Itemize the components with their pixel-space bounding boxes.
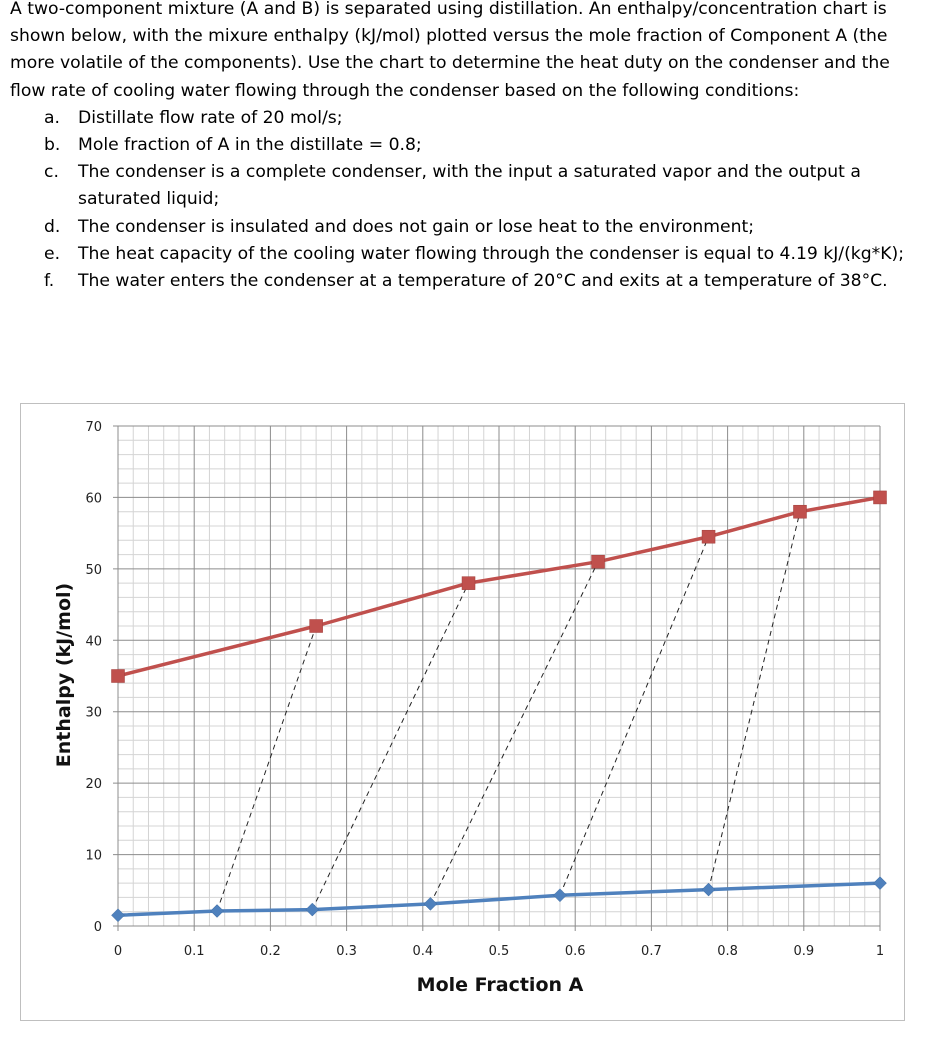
y-tick-label: 60	[85, 491, 102, 507]
condition-marker: d.	[44, 216, 61, 237]
liquid-point	[306, 903, 319, 916]
vapor-point	[793, 505, 806, 518]
y-tick-label: 30	[85, 705, 102, 721]
tie-line	[560, 537, 709, 896]
vapor-point	[310, 620, 323, 633]
x-tick-label: 0.4	[412, 944, 434, 959]
tick-labels	[85, 420, 884, 959]
condition-marker: c.	[44, 162, 59, 183]
x-tick-label: 0.2	[260, 944, 281, 959]
condition-text: The condenser is insulated and does not gain or lose heat to the environment;	[78, 216, 755, 237]
condition-marker: a.	[44, 107, 60, 128]
y-tick-label: 0	[93, 920, 102, 935]
tie-line	[312, 583, 468, 909]
x-tick-label: 0.5	[488, 944, 510, 959]
y-tick-label: 20	[85, 777, 102, 793]
vapor-point	[462, 577, 475, 590]
vapor-point	[702, 530, 715, 543]
y-tick-label: 70	[85, 420, 102, 435]
condition-marker: e.	[44, 243, 61, 264]
liquid-point	[211, 905, 224, 918]
vapor-point	[874, 491, 887, 504]
condition-text: Mole fraction of A in the distillate = 0.8;	[78, 135, 422, 156]
y-tick-label: 10	[85, 848, 102, 864]
y-tick-label: 40	[85, 634, 102, 650]
condition-text: The condenser is a complete condenser, with the input a saturated vapor and the output a saturated liquid;	[78, 162, 861, 210]
liquid-point	[874, 877, 887, 890]
liquid-point	[553, 889, 566, 902]
x-axis-title: Mole Fraction A	[416, 974, 584, 996]
condition-text: The heat capacity of the cooling water flowing through the condenser is equal to 4.19 kJ/(kg*K);	[78, 243, 905, 264]
x-tick-label: 1	[875, 944, 885, 959]
major-gridlines	[113, 426, 880, 931]
vapor-point	[112, 670, 125, 683]
vapor-point	[592, 555, 605, 568]
condition-text: Distillate flow rate of 20 mol/s;	[78, 107, 343, 128]
x-tick-label: 0.8	[717, 944, 738, 959]
x-tick-label: 0.9	[793, 944, 815, 959]
y-tick-label: 50	[85, 562, 102, 578]
liquid-point	[702, 883, 715, 896]
x-tick-label: 0	[113, 944, 123, 959]
x-tick-label: 0.3	[336, 944, 357, 959]
x-tick-label: 0.7	[641, 944, 662, 959]
liquid-point	[424, 897, 437, 910]
condition-marker: b.	[44, 135, 61, 156]
y-axis-title: Enthalpy (kJ/mol)	[53, 582, 75, 768]
problem-intro: A two-component mixture (A and B) is separated using distillation. An enthalpy/concentration chart is shown below, with the mixure enthalpy (kJ/mol) plotted versus the mole fraction of Component A (the more volatile of the components). Use the chart to determine the heat duty on the condenser and the flow rate of cooling water flowing through the condenser based on the following conditions:	[10, 0, 890, 101]
x-tick-label: 0.1	[183, 944, 205, 959]
x-tick-label: 0.6	[564, 944, 586, 959]
condition-marker: f.	[44, 271, 55, 292]
condition-text: The water enters the condenser at a temperature of 20°C and exits at a temperature of 38°C.	[78, 271, 888, 292]
liquid-point	[112, 909, 125, 922]
